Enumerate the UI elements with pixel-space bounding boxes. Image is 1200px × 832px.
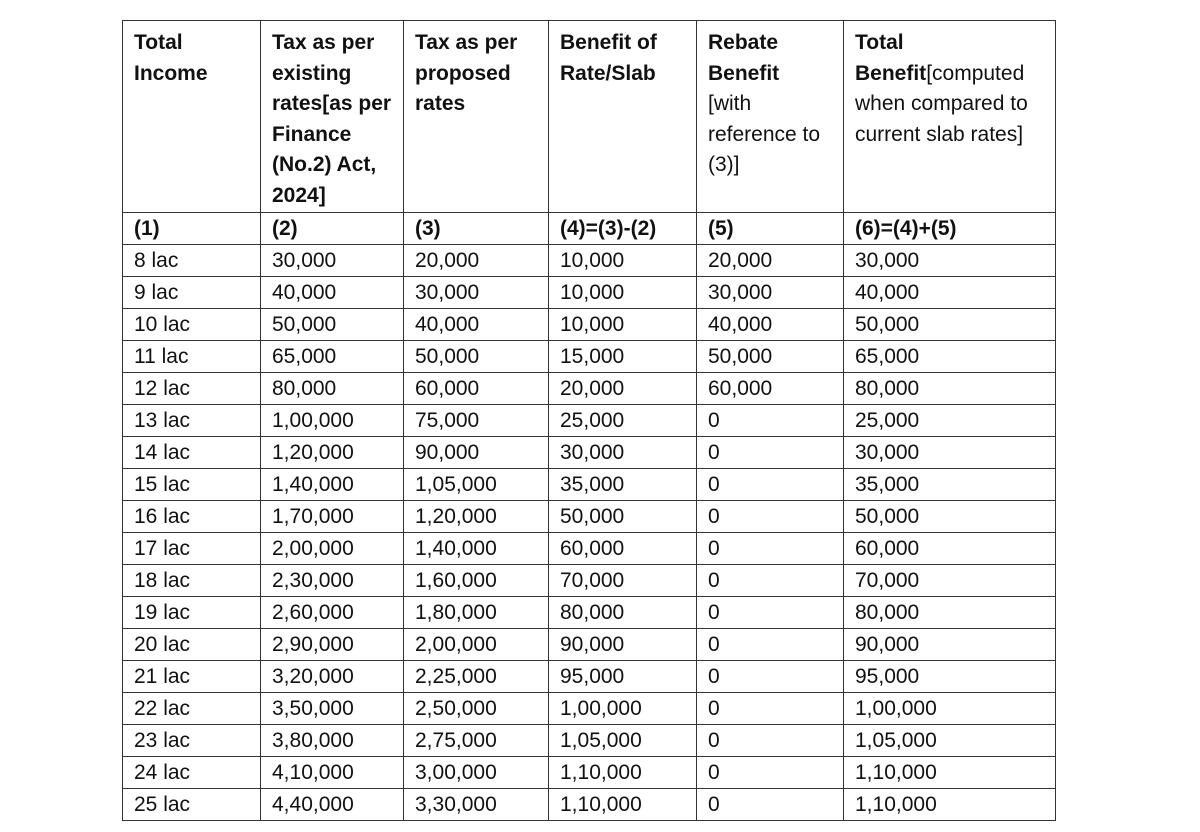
income-cell: 15 lac — [123, 469, 261, 501]
income-cell: 22 lac — [123, 693, 261, 725]
income-cell: 9 lac — [123, 277, 261, 309]
existing-tax-cell: 4,10,000 — [261, 757, 404, 789]
header-note: [with reference to (3)] — [708, 92, 821, 176]
slab-benefit-cell: 1,10,000 — [549, 757, 697, 789]
income-cell: 19 lac — [123, 597, 261, 629]
slab-benefit-cell: 50,000 — [549, 501, 697, 533]
proposed-tax-cell: 2,25,000 — [404, 661, 549, 693]
existing-tax-cell: 3,80,000 — [261, 725, 404, 757]
table-row — [123, 309, 1056, 341]
proposed-tax-cell: 1,40,000 — [404, 533, 549, 565]
slab-benefit-cell: 60,000 — [549, 533, 697, 565]
existing-tax-cell: 65,000 — [261, 341, 404, 373]
slab-benefit-cell: 10,000 — [549, 309, 697, 341]
slab-benefit-cell: 1,05,000 — [549, 725, 697, 757]
slab-benefit-cell: 80,000 — [549, 597, 697, 629]
column-number: (1) — [123, 213, 261, 245]
existing-tax-cell: 1,00,000 — [261, 405, 404, 437]
existing-tax-cell: 30,000 — [261, 245, 404, 277]
rebate-benefit-cell: 50,000 — [697, 341, 844, 373]
header-label: Rebate Benefit — [708, 31, 780, 85]
slab-benefit-cell: 1,10,000 — [549, 789, 697, 821]
proposed-tax-cell: 50,000 — [404, 341, 549, 373]
income-cell: 11 lac — [123, 341, 261, 373]
slab-benefit-cell: 15,000 — [549, 341, 697, 373]
table-row — [123, 405, 1056, 437]
income-cell: 14 lac — [123, 437, 261, 469]
rebate-benefit-cell: 0 — [697, 501, 844, 533]
table-row — [123, 373, 1056, 405]
existing-tax-cell: 2,30,000 — [261, 565, 404, 597]
rebate-benefit-cell: 0 — [697, 725, 844, 757]
table-row — [123, 469, 1056, 501]
total-benefit-cell: 80,000 — [844, 597, 1056, 629]
header-note: [computed when compared to current slab rates] — [855, 61, 1028, 146]
income-cell: 18 lac — [123, 565, 261, 597]
proposed-tax-cell: 1,20,000 — [404, 501, 549, 533]
rebate-benefit-cell: 20,000 — [697, 245, 844, 277]
income-cell: 12 lac — [123, 373, 261, 405]
header-total-income — [123, 21, 261, 213]
total-benefit-cell: 40,000 — [844, 277, 1056, 309]
column-number: (3) — [404, 213, 549, 245]
slab-benefit-cell: 35,000 — [549, 469, 697, 501]
table-row — [123, 757, 1056, 789]
rebate-benefit-cell: 0 — [697, 597, 844, 629]
slab-benefit-cell: 20,000 — [549, 373, 697, 405]
header-label: Tax as per existing rates[as per Finance (No.2) Act, 2024] — [272, 31, 392, 207]
income-cell: 16 lac — [123, 501, 261, 533]
tax-comparison-table — [122, 20, 1056, 821]
existing-tax-cell: 2,60,000 — [261, 597, 404, 629]
total-benefit-cell: 1,00,000 — [844, 693, 1056, 725]
column-number-row — [123, 213, 1056, 245]
total-benefit-cell: 50,000 — [844, 501, 1056, 533]
column-number: (2) — [261, 213, 404, 245]
table-row — [123, 725, 1056, 757]
proposed-tax-cell: 2,75,000 — [404, 725, 549, 757]
income-cell: 8 lac — [123, 245, 261, 277]
income-cell: 20 lac — [123, 629, 261, 661]
column-number: (6)=(4)+(5) — [844, 213, 1056, 245]
existing-tax-cell: 2,90,000 — [261, 629, 404, 661]
total-benefit-cell: 30,000 — [844, 245, 1056, 277]
table-row — [123, 629, 1056, 661]
rebate-benefit-cell: 0 — [697, 565, 844, 597]
header-label: Benefit of Rate/Slab — [560, 31, 657, 85]
proposed-tax-cell: 1,80,000 — [404, 597, 549, 629]
rebate-benefit-cell: 60,000 — [697, 373, 844, 405]
income-cell: 21 lac — [123, 661, 261, 693]
table-row — [123, 501, 1056, 533]
header-proposed-tax — [404, 21, 549, 213]
total-benefit-cell: 70,000 — [844, 565, 1056, 597]
total-benefit-cell: 35,000 — [844, 469, 1056, 501]
total-benefit-cell: 65,000 — [844, 341, 1056, 373]
income-cell: 13 lac — [123, 405, 261, 437]
table-row — [123, 533, 1056, 565]
total-benefit-cell: 1,10,000 — [844, 789, 1056, 821]
slab-benefit-cell: 95,000 — [549, 661, 697, 693]
column-number: (5) — [697, 213, 844, 245]
total-benefit-cell: 30,000 — [844, 437, 1056, 469]
header-label: Total Benefit — [855, 31, 927, 85]
header-existing-tax — [261, 21, 404, 213]
proposed-tax-cell: 30,000 — [404, 277, 549, 309]
proposed-tax-cell: 3,00,000 — [404, 757, 549, 789]
table-row — [123, 597, 1056, 629]
rebate-benefit-cell: 30,000 — [697, 277, 844, 309]
rebate-benefit-cell: 0 — [697, 757, 844, 789]
table-row — [123, 437, 1056, 469]
table-row — [123, 789, 1056, 821]
header-rebate-benefit — [697, 21, 844, 213]
proposed-tax-cell: 60,000 — [404, 373, 549, 405]
header-label: Total Income — [134, 31, 208, 85]
existing-tax-cell: 3,20,000 — [261, 661, 404, 693]
existing-tax-cell: 2,00,000 — [261, 533, 404, 565]
income-cell: 17 lac — [123, 533, 261, 565]
existing-tax-cell: 50,000 — [261, 309, 404, 341]
income-cell: 24 lac — [123, 757, 261, 789]
proposed-tax-cell: 2,00,000 — [404, 629, 549, 661]
table-row — [123, 245, 1056, 277]
existing-tax-cell: 1,70,000 — [261, 501, 404, 533]
total-benefit-cell: 1,10,000 — [844, 757, 1056, 789]
total-benefit-cell: 50,000 — [844, 309, 1056, 341]
header-label: Tax as per proposed rates — [415, 31, 518, 115]
proposed-tax-cell: 40,000 — [404, 309, 549, 341]
existing-tax-cell: 80,000 — [261, 373, 404, 405]
proposed-tax-cell: 75,000 — [404, 405, 549, 437]
table-row — [123, 565, 1056, 597]
existing-tax-cell: 1,20,000 — [261, 437, 404, 469]
rebate-benefit-cell: 0 — [697, 437, 844, 469]
header-total-benefit — [844, 21, 1056, 213]
slab-benefit-cell: 10,000 — [549, 277, 697, 309]
existing-tax-cell: 3,50,000 — [261, 693, 404, 725]
proposed-tax-cell: 1,60,000 — [404, 565, 549, 597]
slab-benefit-cell: 30,000 — [549, 437, 697, 469]
proposed-tax-cell: 3,30,000 — [404, 789, 549, 821]
rebate-benefit-cell: 0 — [697, 469, 844, 501]
slab-benefit-cell: 90,000 — [549, 629, 697, 661]
rebate-benefit-cell: 0 — [697, 533, 844, 565]
total-benefit-cell: 80,000 — [844, 373, 1056, 405]
existing-tax-cell: 40,000 — [261, 277, 404, 309]
income-cell: 25 lac — [123, 789, 261, 821]
slab-benefit-cell: 25,000 — [549, 405, 697, 437]
total-benefit-cell: 1,05,000 — [844, 725, 1056, 757]
proposed-tax-cell: 90,000 — [404, 437, 549, 469]
table-row — [123, 693, 1056, 725]
table-row — [123, 277, 1056, 309]
header-slab-benefit — [549, 21, 697, 213]
total-benefit-cell: 90,000 — [844, 629, 1056, 661]
rebate-benefit-cell: 40,000 — [697, 309, 844, 341]
total-benefit-cell: 25,000 — [844, 405, 1056, 437]
income-cell: 23 lac — [123, 725, 261, 757]
income-cell: 10 lac — [123, 309, 261, 341]
table-row — [123, 661, 1056, 693]
slab-benefit-cell: 1,00,000 — [549, 693, 697, 725]
proposed-tax-cell: 20,000 — [404, 245, 549, 277]
header-row — [123, 21, 1056, 213]
existing-tax-cell: 1,40,000 — [261, 469, 404, 501]
column-number: (4)=(3)-(2) — [549, 213, 697, 245]
slab-benefit-cell: 10,000 — [549, 245, 697, 277]
table-row — [123, 341, 1056, 373]
rebate-benefit-cell: 0 — [697, 693, 844, 725]
proposed-tax-cell: 1,05,000 — [404, 469, 549, 501]
proposed-tax-cell: 2,50,000 — [404, 693, 549, 725]
total-benefit-cell: 95,000 — [844, 661, 1056, 693]
total-benefit-cell: 60,000 — [844, 533, 1056, 565]
rebate-benefit-cell: 0 — [697, 789, 844, 821]
table-body — [123, 21, 1056, 821]
rebate-benefit-cell: 0 — [697, 405, 844, 437]
slab-benefit-cell: 70,000 — [549, 565, 697, 597]
rebate-benefit-cell: 0 — [697, 629, 844, 661]
rebate-benefit-cell: 0 — [697, 661, 844, 693]
existing-tax-cell: 4,40,000 — [261, 789, 404, 821]
